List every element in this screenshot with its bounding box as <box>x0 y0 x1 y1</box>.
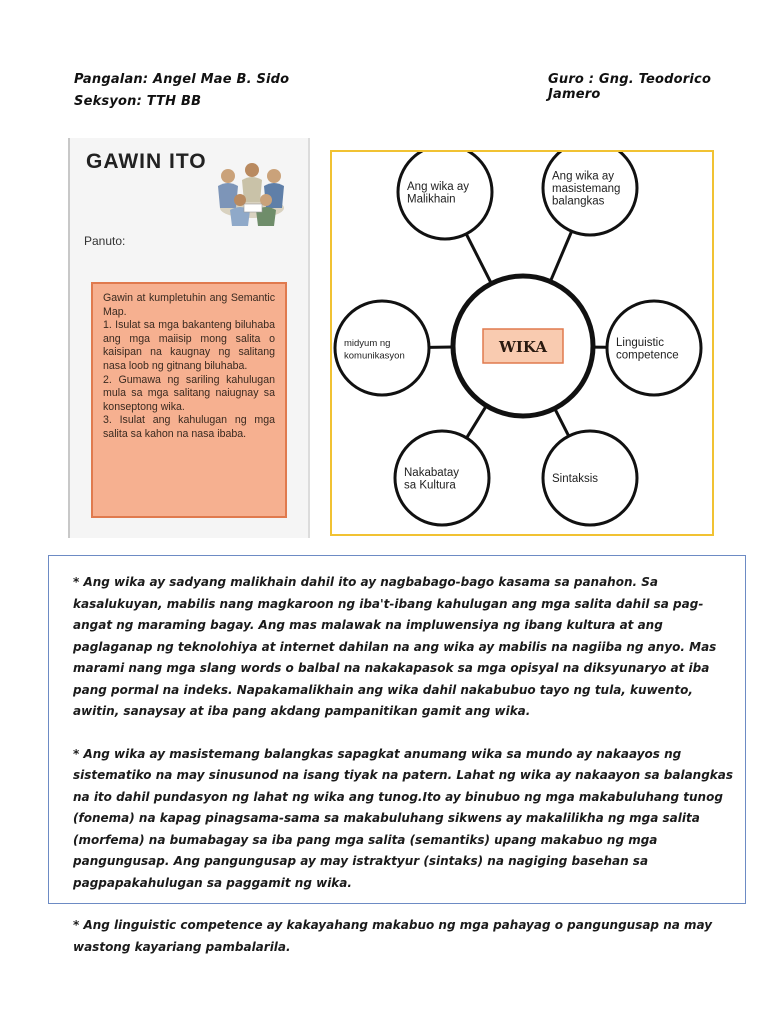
node-label-6-line-2: komunikasyon <box>344 350 405 362</box>
teacher-name: Guro : Gng. Teodorico Jamero <box>548 72 712 102</box>
instruction-step-1: 1. Isulat sa mga bakanteng biluhaba ang mga maiisip mong salita o kaisipan na kaugnay ng salitang nasa loob ng gitnang biluhaba. <box>103 319 275 372</box>
panuto-label: Panuto: <box>84 234 126 248</box>
connector-line-2 <box>550 231 571 281</box>
answer-paragraph-2: * Ang wika ay masistemang balangkas sapagkat anumang wika sa mundo ay nakaayos ng sistematiko na may sinusunod na isang tiyak na patern. Lahat ng wika ay nakaayon sa balangkas na ito dahil pundasyon ng lahat ng wika ang tunog.Ito ay binubuo ng mga makabuluhang tunog (fonema) na kapag pinagsama-sama sa makabuluhang sikwens ay makalilikha ng mga salita (morfema) na bumabagay sa iba pang mga salita (semantiks) upang makabuo ng mga pangungusap. Ang pangungusap ay may istraktyur (sintaks) na nagiging basehan sa pagpapakahulugan sa paggamit ng wika. <box>73 746 734 890</box>
node-label-5-line-2: sa Kultura <box>404 479 456 492</box>
node-label-1-line-2: Malikhain <box>407 193 456 206</box>
center-label: WIKA <box>499 338 547 356</box>
node-label-1-line-1: Ang wika ay <box>407 180 470 193</box>
student-name: Pangalan: Angel Mae B. Sido <box>74 72 290 87</box>
node-label-2-line-1: Ang wika ay <box>552 170 615 183</box>
node-label-2-line-2: masistemang <box>552 183 621 195</box>
node-label-6-line-1: midyum ng <box>344 337 391 349</box>
answer-box <box>48 555 746 954</box>
answer-paragraph-1: * Ang wika ay sadyang malikhain dahil ito ay nagbabago-bago kasama sa panahon. Sa kasalukuyan, mabilis nang magkaroon ng iba't-ibang kahulugan ang mga salita dahil sa pag-angat ng maraming bagay. Ang mas malawak na impluwensiya ng ibang kultura at ang paglaganap ng teknolohiya at internet dahilan na ang wika ay mabilis na nagiiba ng anyo. Mas marami nang mga slang words o balbal na nakakapasok sa mga opisyal na diksyunaryo at iba pang pormal na indeks. Napakamalikhain ang wika dahil nakabubuo tayo ng tula, kuwento, awitin, sanaysay at iba pang akdang pampanitikan gamit ang wika. <box>73 575 717 718</box>
student-section: Seksyon: TTH BB <box>74 94 202 109</box>
node-label-3-line-1: Linguistic <box>616 336 664 349</box>
semantic-map <box>332 152 712 534</box>
panel-title: GAWIN ITO <box>86 150 207 173</box>
node-label-3-line-2: competence <box>616 349 679 362</box>
people-discussing-illustration <box>206 156 298 228</box>
node-label-5-line-1: Nakabatay <box>404 466 459 479</box>
semantic-map-frame <box>330 150 714 536</box>
connector-line-4 <box>555 408 569 436</box>
node-label-4-line-1: Sintaksis <box>552 473 599 485</box>
connector-line-1 <box>466 234 491 284</box>
instruction-step-2: 2. Gumawa ng sariling kahulugan mula sa mga salitang naiugnay sa konseptong wika. <box>103 373 275 413</box>
connector-line-5 <box>467 406 487 438</box>
node-label-2-line-3: balangkas <box>552 195 605 208</box>
instructions-box <box>91 282 287 518</box>
instruction-step-3: 3. Isulat ang kahulugan ng mga salita sa kahon na nasa ibaba. <box>103 414 275 440</box>
answer-paragraph-3: * Ang linguistic competence ay kakayahang makabuo ng mga pahayag o pangungusap na may wastong kayariang pambalarila. <box>73 918 713 954</box>
instruction-panel <box>68 138 310 538</box>
instruction-intro: Gawin at kumpletuhin ang Semantic Map. <box>103 292 275 318</box>
